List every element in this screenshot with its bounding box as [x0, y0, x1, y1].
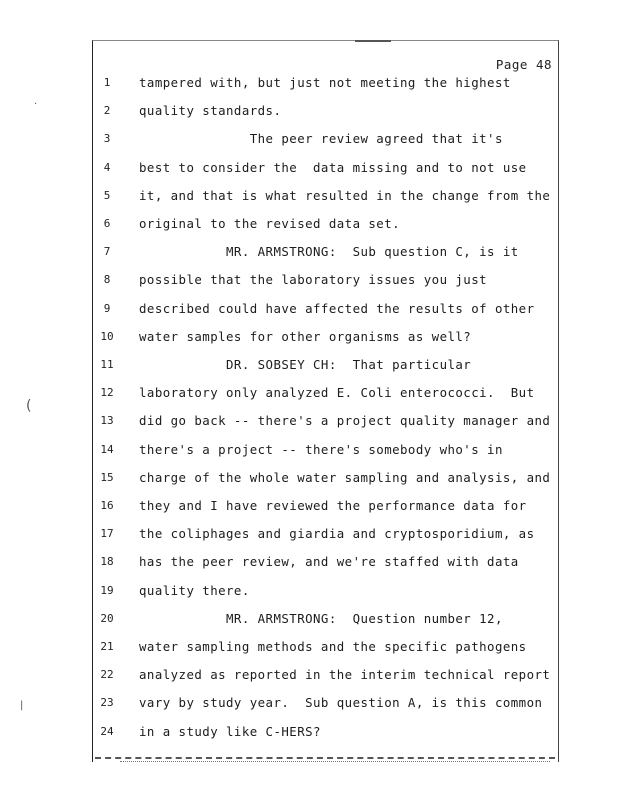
line-number: 11 — [100, 358, 114, 371]
transcript-line: water sampling methods and the specific pathogens — [139, 639, 527, 654]
line-number: 9 — [103, 301, 111, 315]
transcript-line: described could have affected the results of other — [139, 300, 535, 316]
transcript-line: The peer review agreed that it's — [139, 131, 503, 147]
line-number: 2 — [103, 104, 111, 118]
transcript-line: vary by study year. Sub question A, is this common — [139, 695, 543, 711]
transcript-line: MR. ARMSTRONG: Question number 12, — [139, 610, 503, 626]
transcript-line: in a study like C-HERS? — [139, 723, 321, 739]
transcript-line: quality there. — [139, 582, 250, 598]
line-number: 12 — [100, 386, 114, 400]
transcript-line: did go back -- there's a project quality manager and — [139, 413, 551, 429]
line-number: 18 — [100, 555, 114, 569]
line-number: 8 — [103, 273, 111, 287]
line-number: 13 — [100, 414, 114, 428]
margin-bracket: ( — [26, 398, 32, 414]
transcript-line: the coliphages and giardia and cryptosporidium, as — [139, 526, 535, 542]
line-number: 19 — [100, 583, 114, 597]
line-number: 20 — [100, 611, 114, 625]
line-number: 22 — [100, 668, 114, 682]
margin-tick: . — [34, 96, 38, 107]
line-number: 7 — [103, 245, 111, 259]
margin-tick: | — [20, 700, 24, 711]
transcript-line: laboratory only analyzed E. Coli enterococci. But — [139, 385, 535, 401]
transcript-line: original to the revised data set. — [139, 216, 401, 231]
transcript-line: water samples for other organisms as well? — [139, 328, 472, 344]
transcript-line: possible that the laboratory issues you just — [139, 272, 488, 288]
line-number: 24 — [100, 724, 114, 738]
bottom-rule — [95, 757, 555, 759]
line-number: 14 — [100, 442, 114, 456]
transcript-line: analyzed as reported in the interim technical report — [139, 667, 551, 683]
transcript-line: there's a project -- there's somebody who's in — [139, 441, 503, 457]
transcript-line: best to consider the data missing and to not use — [139, 159, 527, 175]
transcript-line: MR. ARMSTRONG: Sub question C, is it — [139, 244, 519, 260]
line-number: 3 — [103, 132, 111, 146]
scan-artifact — [355, 40, 391, 42]
line-number: 16 — [100, 499, 114, 512]
line-number: 6 — [103, 217, 111, 230]
line-number: 4 — [103, 160, 111, 174]
page-number: Page 48 — [495, 57, 552, 72]
bottom-rule-secondary — [120, 761, 550, 762]
line-number: 23 — [100, 696, 114, 710]
line-number: 5 — [103, 188, 111, 202]
line-number: 1 — [103, 76, 111, 89]
transcript-line: they and I have reviewed the performance data for — [139, 498, 527, 513]
line-number: 17 — [100, 527, 114, 541]
transcript-line: has the peer review, and we're staffed with data — [139, 554, 519, 570]
transcript-line: tampered with, but just not meeting the highest — [139, 75, 511, 90]
line-number: 21 — [100, 640, 114, 653]
transcript-line: it, and that is what resulted in the change from the — [139, 187, 551, 203]
line-number: 10 — [100, 329, 114, 343]
transcript-line: quality standards. — [139, 103, 282, 119]
transcript-line: charge of the whole water sampling and analysis, and — [139, 469, 551, 485]
transcript-line: DR. SOBSEY CH: That particular — [139, 357, 472, 372]
line-number: 15 — [100, 470, 114, 484]
